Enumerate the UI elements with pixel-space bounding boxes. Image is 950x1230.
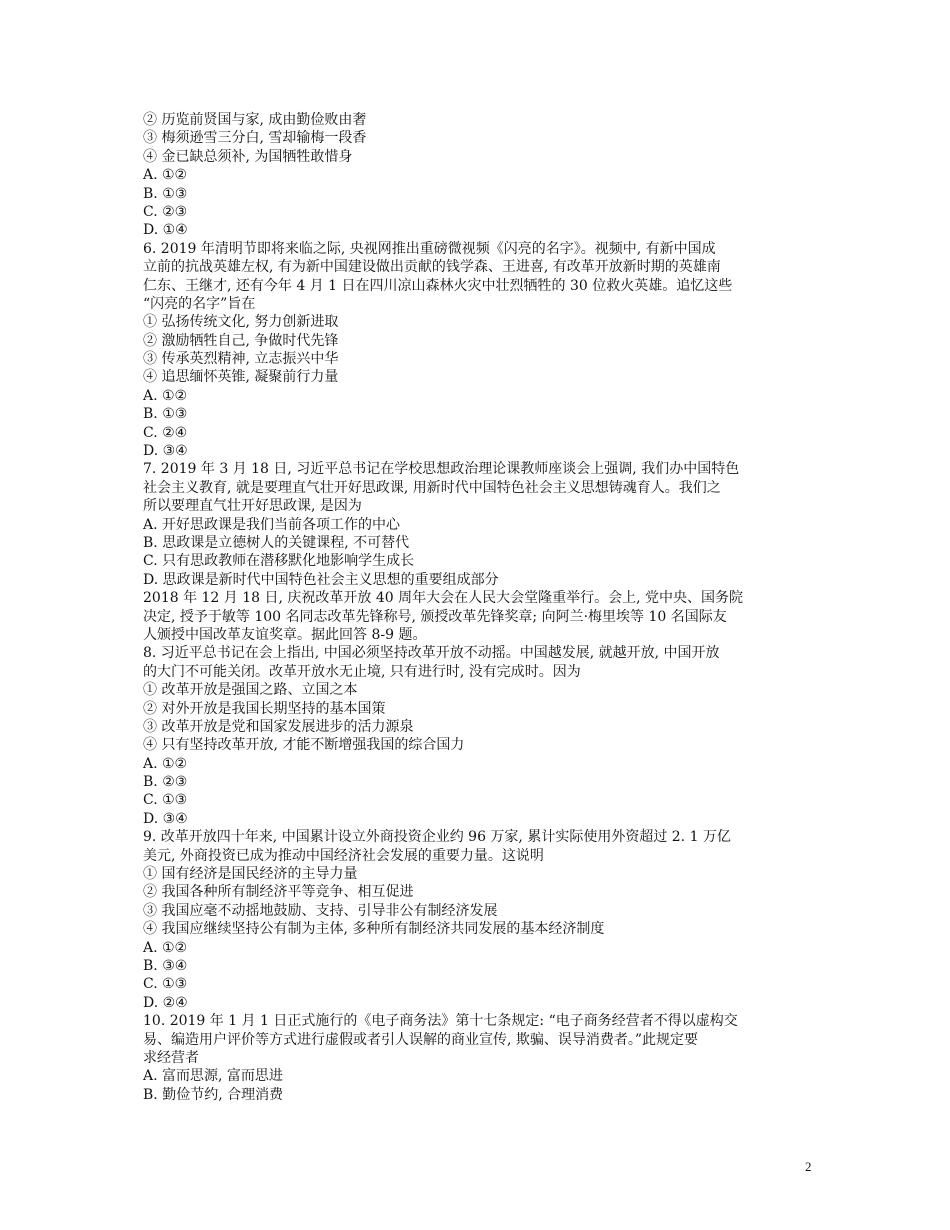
text-line: C. ①③: [143, 792, 188, 809]
text-line: C. ②④: [143, 424, 188, 441]
text-line: A. ①②: [143, 939, 188, 956]
text-line: 2018 年 12 月 18 日, 庆祝改革开放 40 周年大会在人民大会堂隆重举行。会上, 党中央、国务院: [143, 590, 744, 607]
text-line: 求经营者: [143, 1049, 199, 1066]
text-line: 仁东、王继才, 还有今年 4 月 1 日在四川凉山森林火灾中壮烈牺牲的 30 位救火英雄。追忆这些: [143, 277, 733, 294]
text-line: ④ 追思缅怀英锥, 凝聚前行力量: [143, 369, 339, 386]
page-number: 2: [805, 1159, 812, 1174]
text-line: ② 我国各种所有制经济平等竞争、相互促进: [143, 884, 414, 901]
text-line: “闪亮的名字”旨在: [143, 295, 256, 312]
text-line: A. ①②: [143, 755, 188, 772]
text-line: D. 思政课是新时代中国特色社会主义思想的重要组成部分: [143, 571, 499, 588]
text-line: A. 富而思源, 富而思进: [143, 1068, 283, 1085]
text-line: B. ②③: [143, 774, 188, 791]
text-line: 的大门不可能关闭。改革开放水无止境, 只有进行时, 没有完成时。因为: [143, 663, 581, 680]
text-line: ④ 我国应继续坚持公有制为主体, 多种所有制经济共同发展的基本经济制度: [143, 921, 605, 938]
text-line: 7. 2019 年 3 月 18 日, 习近平总书记在学校思想政治理论课教师座谈会上强调, 我们办中国特色: [143, 461, 740, 478]
text-line: 立前的抗战英雄左权, 有为新中国建设做出贡献的钱学森、王进喜, 有改革开放新时期的英雄南: [143, 259, 721, 276]
text-line: ② 历览前贤国与家, 成由勤俭败由奢: [143, 112, 367, 128]
text-line: 易、编造用户评价等方式进行虚假或者引人误解的商业宣传, 欺骗、误导消费者。”此规定要: [143, 1031, 699, 1048]
text-line: 所以要理直气壮开好思政课, 是因为: [143, 498, 362, 515]
text-line: B. ①③: [143, 185, 188, 202]
text-line: ② 激励牺牲自己, 争做时代先锋: [143, 332, 339, 349]
text-line: C. ②③: [143, 203, 188, 220]
document-body: [143, 111, 823, 1104]
text-line: D. ③④: [143, 810, 188, 827]
text-line: B. ①③: [143, 406, 188, 423]
text-line: ① 改革开放是强国之路、立国之本: [143, 682, 358, 699]
text-line: C. 只有思政教师在潜移默化地影响学生成长: [143, 553, 415, 570]
text-line: 9. 改革开放四十年来, 中国累计设立外商投资企业约 96 万家, 累计实际使用外资超过 2. 1 万亿: [143, 829, 731, 846]
text-line: D. ②④: [143, 994, 188, 1011]
text-line: ③ 改革开放是党和国家发展进步的活力源泉: [143, 718, 414, 735]
text-line: B. ③④: [143, 957, 188, 974]
text-line: A. ①②: [143, 167, 188, 184]
text-line: 美元, 外商投资已成为推动中国经济社会发展的重要力量。这说明: [143, 847, 544, 864]
text-line: 10. 2019 年 1 月 1 日正式施行的《电子商务法》第十七条规定: “电子商务经营者不得以虚构交: [143, 1013, 738, 1030]
text-line: A. ①②: [143, 387, 188, 404]
text-line: ② 对外开放是我国长期坚持的基本国策: [143, 700, 386, 717]
text-line: 8. 习近平总书记在会上指出, 中国必须坚持改革开放不动摇。中国越发展, 就越开放, 中国开放: [143, 645, 720, 662]
text-line: D. ③④: [143, 443, 188, 460]
text-line: 人颁授中国改革友谊奖章。据此回答 8-9 题。: [143, 626, 427, 643]
text-line: 社会主义教育, 就是要理直气壮开好思政课, 用新时代中国特色社会主义思想铸魂育人。我们之: [143, 479, 721, 496]
text-line: 决定, 授予于敏等 100 名同志改革先锋称号, 颁授改革先锋奖章; 向阿兰·梅里埃等 10 名国际友: [143, 608, 727, 625]
text-line: ④ 金已缺总须补, 为国牺牲敢惜身: [143, 148, 353, 165]
text-line: ④ 只有坚持改革开放, 才能不断增强我国的综合国力: [143, 737, 465, 754]
text-line: D. ①④: [143, 222, 188, 239]
text-line: A. 开好思政课是我们当前各项工作的中心: [143, 516, 401, 533]
text-line: ① 国有经济是国民经济的主导力量: [143, 866, 358, 883]
text-line: ③ 梅须逊雪三分白, 雪却输梅一段香: [143, 130, 367, 147]
text-line: ③ 传承英烈精神, 立志振兴中华: [143, 351, 339, 368]
text-line: C. ①③: [143, 976, 188, 993]
text-line: ③ 我国应毫不动摇地鼓励、支持、引导非公有制经济发展: [143, 902, 498, 919]
text-line: 6. 2019 年清明节即将来临之际, 央视网推出重磅微视频《闪亮的名字》。视频中, 有新中国成: [143, 240, 716, 257]
text-line: ① 弘扬传统文化, 努力创新进取: [143, 314, 339, 331]
text-line: B. 勤俭节约, 合理消费: [143, 1086, 284, 1103]
text-line: B. 思政课是立德树人的关键课程, 不可替代: [143, 534, 410, 551]
